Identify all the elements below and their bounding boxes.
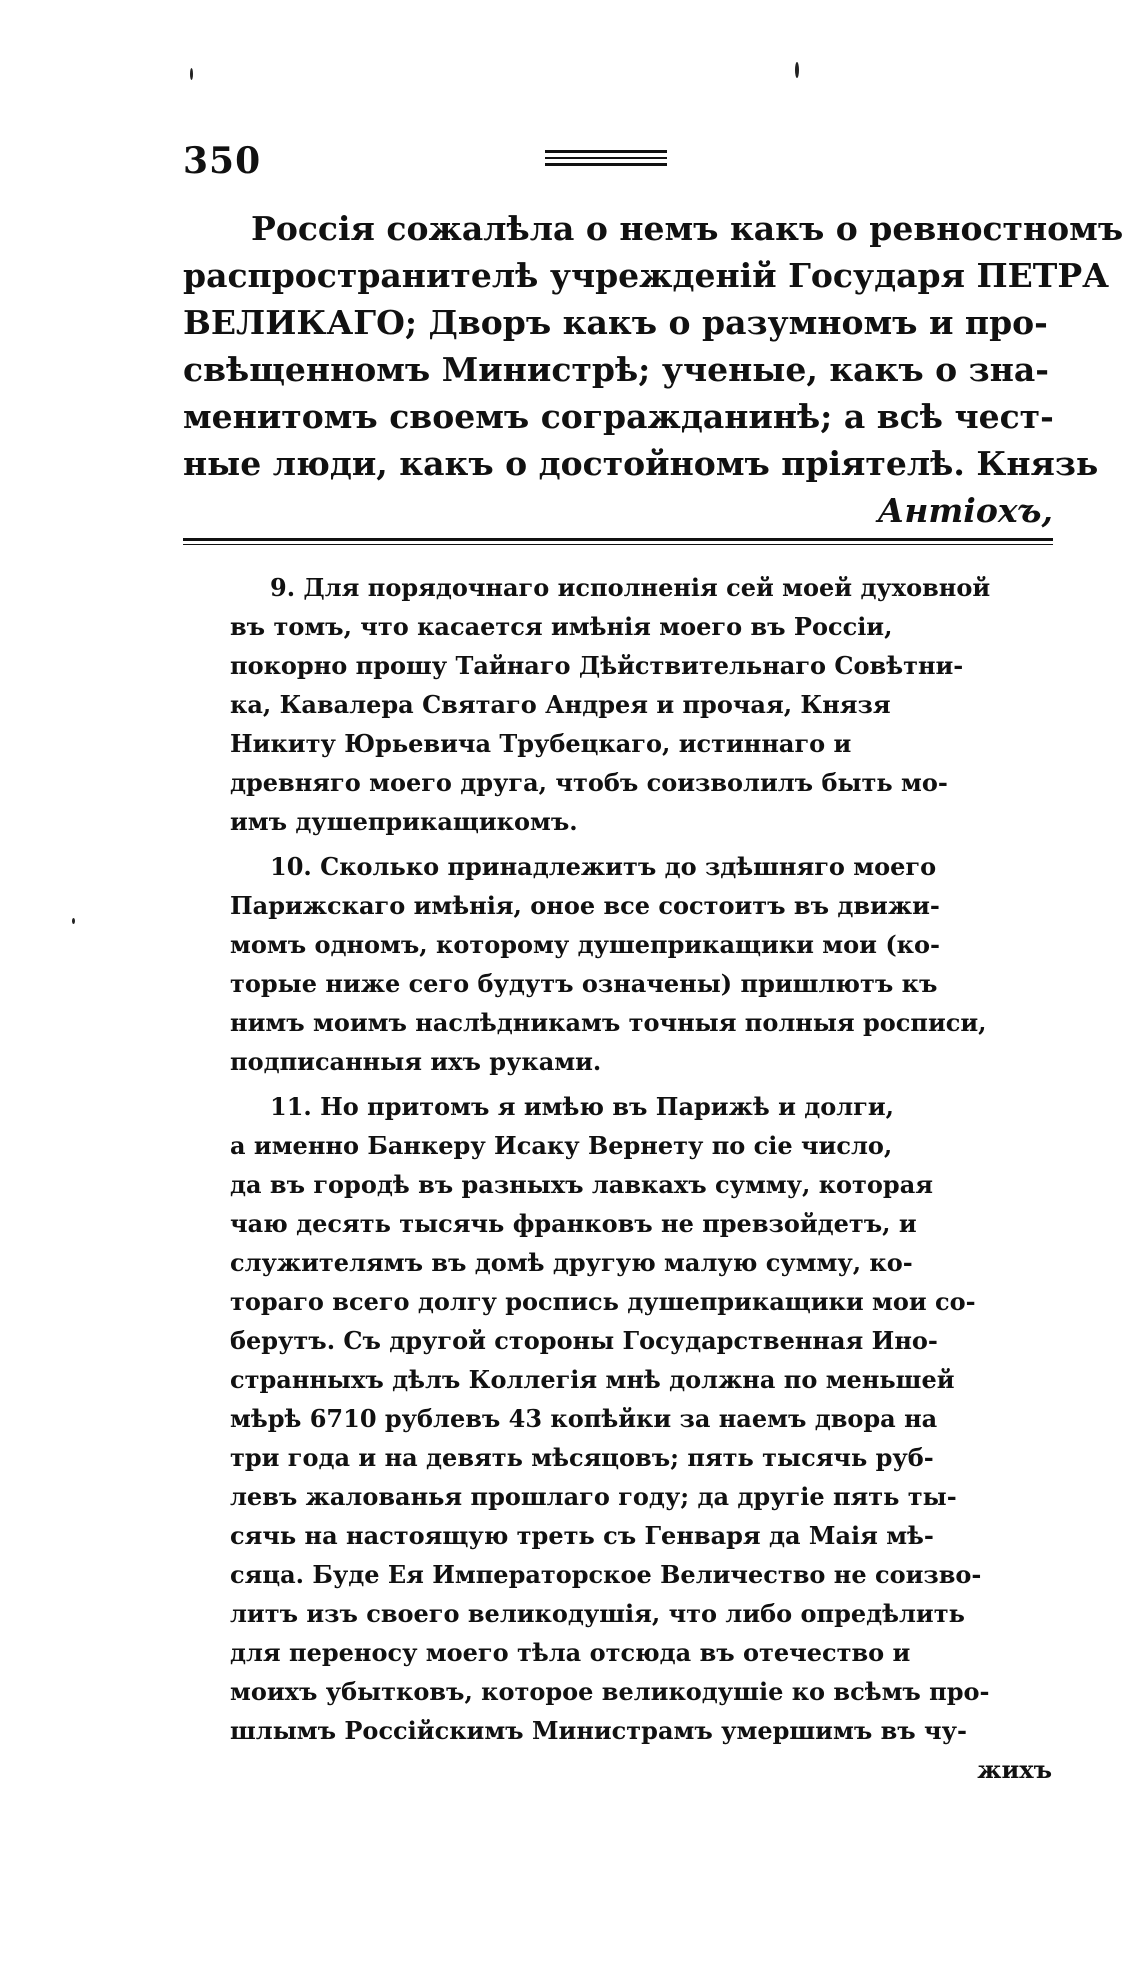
note-line: древняго моего друга, чтобъ соизволилъ быть мо- <box>230 768 948 797</box>
note-line: моихъ убытковъ, которое великодушіе ко всѣмъ про- <box>230 1677 990 1706</box>
note-line: нимъ моимъ наслѣдникамъ точныя полныя росписи, <box>230 1008 987 1037</box>
note-line: чаю десять тысячь франковъ не превзойдетъ, и <box>230 1209 917 1238</box>
note-line: сяца. Буде Ея Императорское Величество не соизво- <box>230 1560 982 1589</box>
main-line: менитомъ своемъ согражданинѣ; а всѣ чест- <box>183 397 1054 436</box>
main-line: ВЕЛИКАГО; Дворъ какъ о разумномъ и про- <box>183 303 1048 342</box>
note-line: да въ городѣ въ разныхъ лавкахъ сумму, которая <box>230 1170 933 1199</box>
page-number: 350 <box>183 140 262 182</box>
note-line: для переносу моего тѣла отсюда въ отечество и <box>230 1638 911 1667</box>
note-line: 10. Сколько принадлежитъ до здѣшняго моего <box>270 852 937 881</box>
note-line: Никиту Юрьевича Трубецкаго, истиннаго и <box>230 729 852 758</box>
note-line: въ томъ, что касается имѣнія моего въ Россіи, <box>230 612 893 641</box>
main-line-signature: Антіохъ, <box>877 491 1053 530</box>
note-line: берутъ. Съ другой стороны Государственная Ино- <box>230 1326 938 1355</box>
note-line: мѣрѣ 6710 рублевъ 43 копѣйки за наемъ двора на <box>230 1404 938 1433</box>
note-line: служителямъ въ домѣ другую малую сумму, ко- <box>230 1248 913 1277</box>
note-line: 9. Для порядочнаго исполненія сей моей духовной <box>270 573 991 602</box>
note-line: ка, Кавалера Святаго Андрея и прочая, Князя <box>230 690 891 719</box>
main-line: свѣщенномъ Министрѣ; ученые, какъ о зна- <box>183 350 1049 389</box>
note-line: покорно прошу Тайнаго Дѣйствительнаго Совѣтни- <box>230 651 964 680</box>
note-line: три года и на девять мѣсяцовъ; пять тысячь руб- <box>230 1443 934 1472</box>
note-line: подписанныя ихъ руками. <box>230 1047 602 1076</box>
main-line: ные люди, какъ о достойномъ пріятелѣ. Князь <box>183 444 1099 483</box>
print-speck <box>72 918 75 924</box>
note-line: торые ниже сего будутъ означены) пришлютъ къ <box>230 969 938 998</box>
note-line: левъ жалованья прошлаго году; да другіе пять ты- <box>230 1482 957 1511</box>
catchword: жихъ <box>977 1755 1052 1784</box>
note-line: а именно Банкеру Исаку Вернету по сіе число, <box>230 1131 893 1160</box>
note-line: 11. Но притомъ я имѣю въ Парижѣ и долги, <box>270 1092 895 1121</box>
main-text <box>183 205 1124 534</box>
note-line: тораго всего долгу роспись душеприкащики мои со- <box>230 1287 976 1316</box>
note-line: момъ одномъ, которому душеприкащики мои (ко- <box>230 930 940 959</box>
footnotes <box>230 568 1052 1789</box>
note-line: Парижскаго имѣнія, оное все состоитъ въ движи- <box>230 891 940 920</box>
print-speck <box>190 68 193 80</box>
note-line: литъ изъ своего великодушія, что либо опредѣлить <box>230 1599 965 1628</box>
main-line: Россія сожалѣла о немъ какъ о ревностномъ <box>251 209 1124 248</box>
note-line: шлымъ Россійскимъ Министрамъ умершимъ въ чу- <box>230 1716 967 1745</box>
note-line: странныхъ дѣлъ Коллегія мнѣ должна по меньшей <box>230 1365 955 1394</box>
header-ornament-rule <box>545 150 667 170</box>
print-speck <box>795 62 799 78</box>
note-line: сячь на настоящую треть съ Генваря да Маія мѣ- <box>230 1521 934 1550</box>
main-line: распространителѣ учрежденій Государя ПЕТРА <box>183 256 1110 295</box>
note-line: имъ душеприкащикомъ. <box>230 807 578 836</box>
